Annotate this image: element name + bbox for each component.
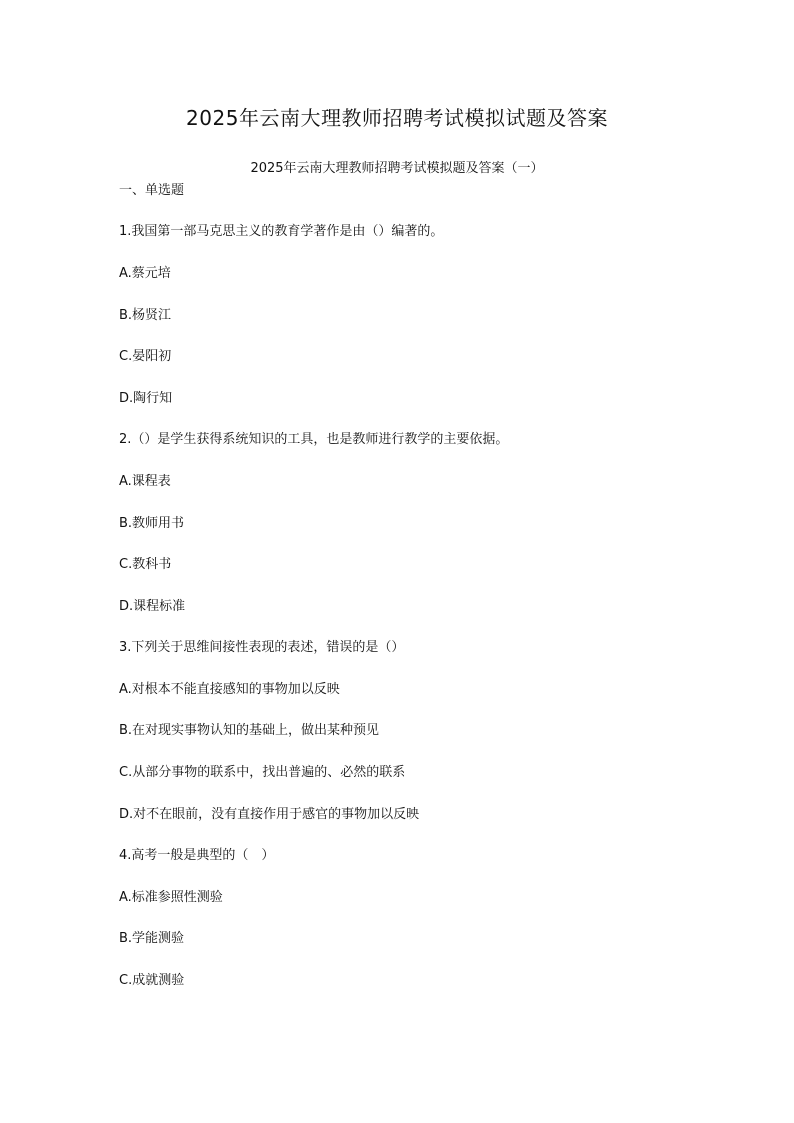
answer-option: D.课程标准 [119, 599, 186, 614]
document-subtitle: 2025年云南大理教师招聘考试模拟题及答案（一） [250, 161, 544, 176]
answer-option: A.标准参照性测验 [119, 890, 223, 905]
answer-option: A.课程表 [119, 474, 171, 489]
question-stem: 2.（）是学生获得系统知识的工具，也是教师进行教学的主要依据。 [119, 432, 509, 447]
answer-option: A.对根本不能直接感知的事物加以反映 [119, 682, 340, 697]
answer-option: B.在对现实事物认知的基础上，做出某种预见 [119, 723, 380, 738]
answer-option: A.蔡元培 [119, 266, 171, 281]
answer-option: C.晏阳初 [119, 349, 172, 364]
question-stem: 1.我国第一部马克思主义的教育学著作是由（）编著的。 [119, 224, 444, 239]
document-title: 2025年云南大理教师招聘考试模拟试题及答案 [186, 106, 608, 130]
answer-option: C.从部分事物的联系中，找出普遍的、必然的联系 [119, 765, 406, 780]
answer-option: C.成就测验 [119, 973, 185, 988]
answer-option: B.杨贤江 [119, 308, 172, 323]
answer-option: B.教师用书 [119, 516, 185, 531]
section-heading: 一、单选题 [119, 183, 185, 198]
question-stem: 4.高考一般是典型的（ ） [119, 848, 275, 863]
answer-option: D.陶行知 [119, 391, 173, 406]
answer-option: B.学能测验 [119, 931, 185, 946]
answer-option: D.对不在眼前，没有直接作用于感官的事物加以反映 [119, 807, 420, 822]
question-stem: 3.下列关于思维间接性表现的表述，错误的是（） [119, 640, 405, 655]
answer-option: C.教科书 [119, 557, 172, 572]
